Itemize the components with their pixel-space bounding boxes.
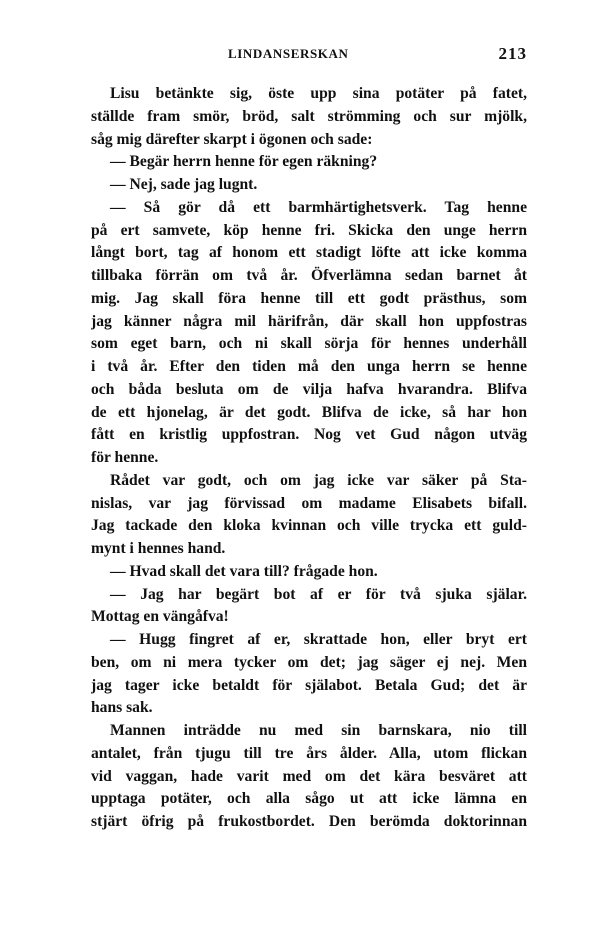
text-line: stjärt öfrig på frukostbordet. Den berömda doktorinnan <box>91 813 527 830</box>
text-line: tillbaka förrän om två år. Öfverlämna sedan barnet åt <box>91 267 527 284</box>
body-text <box>91 83 527 834</box>
text-line: Jag tackade den kloka kvinnan och ville trycka ett guld- <box>91 517 527 535</box>
text-line: antalet, från tjugu till tre års ålder. Alla, utom flickan <box>91 744 527 762</box>
text-line: upptaga potäter, och alla sågo ut att icke lämna en <box>91 790 527 808</box>
text-line: som eget barn, och ni skall sörja för hennes underhåll <box>91 335 527 353</box>
text-line: — Hvad skall det vara till? frågade hon. <box>110 562 378 580</box>
text-line: för henne. <box>91 449 159 466</box>
text-line: Mottag en vängåfva! <box>91 608 229 626</box>
text-line: långt bort, tag af honom ett stadigt löfte att icke komma <box>91 244 527 262</box>
text-line: vid vaggan, hade varit med om det kära besväret att <box>91 767 527 785</box>
text-line: Rådet var godt, och om jag icke var säker på Sta- <box>110 471 527 489</box>
text-line: jag tager icke betaldt för själabot. Betala Gud; det är <box>91 676 527 694</box>
text-line: nislas, var jag förvissad om madame Elisabets bifall. <box>91 494 527 512</box>
text-line: mig. Jag skall föra henne till ett godt prästhus, som <box>91 289 527 307</box>
text-line: såg mig därefter skarpt i ögonen och sade: <box>91 130 373 148</box>
text-line: och båda besluta om de vilja hafva hvarandra. Blifva <box>91 380 527 398</box>
text-line: mynt i hennes hand. <box>91 540 226 557</box>
text-line: — Så gör då ett barmhärtighetsverk. Tag henne <box>110 198 527 216</box>
text-line: de ett hjonelag, är det godt. Blifva de icke, så har hon <box>91 403 527 421</box>
text-line: — Hugg fingret af er, skrattade hon, eller bryt ert <box>110 631 527 648</box>
text-line: Lisu betänkte sig, öste upp sina potäter på fatet, <box>110 85 527 102</box>
text-line: jag känner några mil härifrån, där skall hon uppfostras <box>91 312 527 330</box>
text-line: Mannen inträdde nu med sin barnskara, nio till <box>110 722 527 739</box>
running-head <box>91 46 527 68</box>
text-line: hans sak. <box>91 699 153 717</box>
text-line: ställde fram smör, bröd, salt strömming och sur mjölk, <box>91 107 527 125</box>
text-line: — Begär herrn henne för egen räkning? <box>110 153 378 171</box>
chapter-title: LINDANSERSKAN <box>228 46 349 61</box>
text-line: ben, om ni mera tycker om det; jag säger ej nej. Men <box>91 653 527 671</box>
text-line: på ert samvete, köp henne fri. Skicka den unge herrn <box>91 221 527 239</box>
page-number: 213 <box>498 44 527 63</box>
text-line: — Jag har begärt bot af er för två sjuka själar. <box>110 585 527 603</box>
text-line: — Nej, sade jag lugnt. <box>110 176 258 193</box>
text-line: fått en kristlig uppfostran. Nog vet Gud någon utväg <box>91 426 527 444</box>
text-line: i två år. Efter den tiden må den unga herrn se henne <box>91 358 527 375</box>
